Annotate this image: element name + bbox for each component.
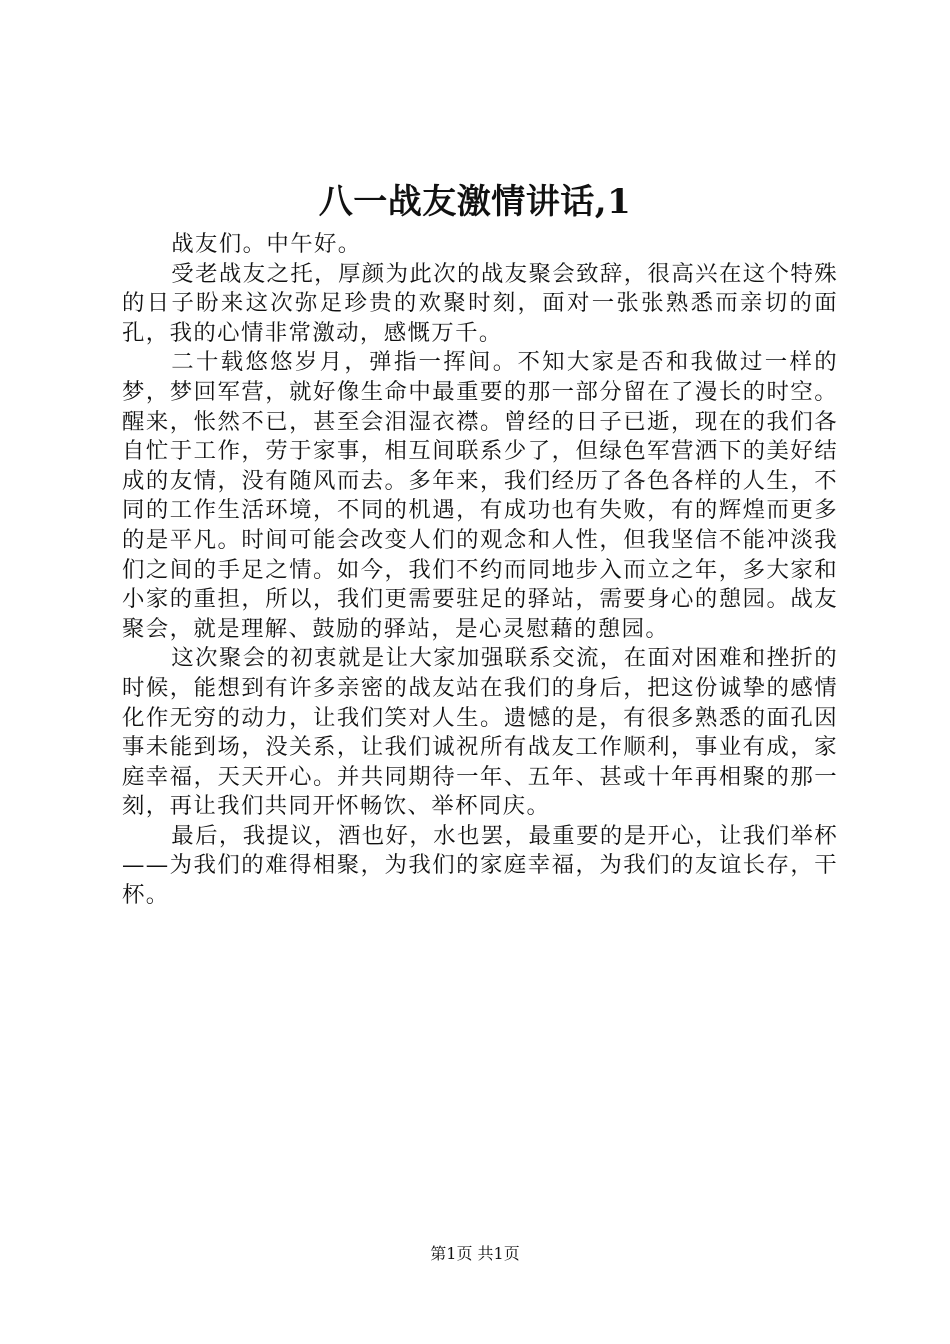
paragraph-memories: 二十载悠悠岁月，弹指一挥间。不知大家是否和我做过一样的梦，梦回军营，就好像生命中最重要的那一部分留在了漫长的时空。醒来，怅然不已，甚至会泪湿衣襟。曾经的日子已逝，现在的我们各自忙于工作，劳于家事，相互间联系少了，但绿色军营洒下的美好结成的友情，没有随风而去。多年来，我们经历了各色各样的人生，不同的工作生活环境，不同的机遇，有成功也有失败，有的辉煌而更多的是平凡。时间可能会改变人们的观念和人性，但我坚信不能冲淡我们之间的手足之情。如今，我们不约而同地步入而立之年，多大家和小家的重担，所以，我们更需要驻足的驿站，需要身心的憩园。战友聚会，就是理解、鼓励的驿站，是心灵慰藉的憩园。: [122, 349, 838, 642]
document-body: [122, 230, 838, 911]
paragraph-toast: 最后，我提议，酒也好，水也罢，最重要的是开心，让我们举杯——为我们的难得相聚，为我们的家庭幸福，为我们的友谊长存，干杯。: [122, 822, 838, 909]
paragraph-purpose: 这次聚会的初衷就是让大家加强联系交流，在面对困难和挫折的时候，能想到有许多亲密的战友站在我们的身后，把这份诚挚的感情化作无穷的动力，让我们笑对人生。遗憾的是，有很多熟悉的面孔因事未能到场，没关系，让我们诚祝所有战友工作顺利，事业有成，家庭幸福，天天开心。并共同期待一年、五年、甚或十年再相聚的那一刻，再让我们共同开怀畅饮、举杯同庆。: [122, 645, 838, 820]
paragraph-opening: 受老战友之托，厚颜为此次的战友聚会致辞，很高兴在这个特殊的日子盼来这次弥足珍贵的欢聚时刻，面对一张张熟悉而亲切的面孔，我的心情非常激动，感慨万千。: [122, 260, 838, 346]
document-title: 八一战友激情讲话,1: [318, 182, 632, 222]
page-number-footer: 第1页 共1页: [430, 1244, 520, 1263]
paragraph-greeting: 战友们。中午好。: [171, 231, 362, 257]
